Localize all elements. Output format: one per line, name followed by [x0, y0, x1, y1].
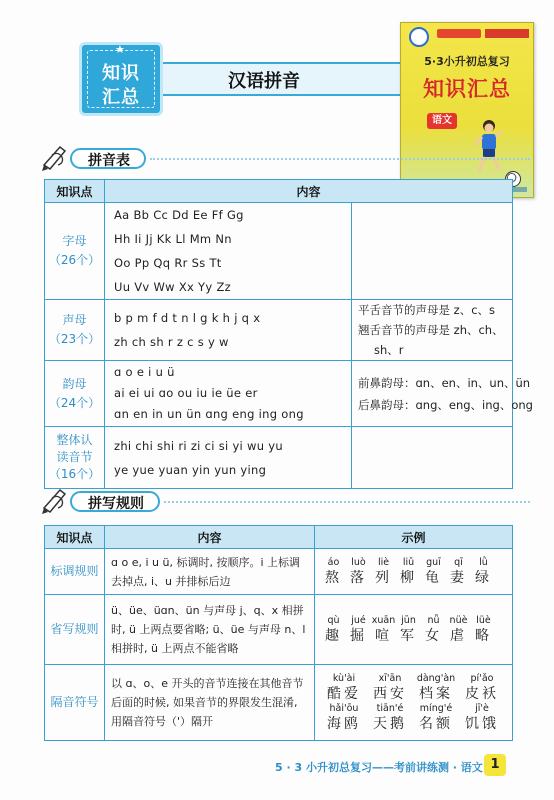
- pinyin-label: míng'é: [419, 702, 453, 714]
- pinyin-label: qī: [454, 556, 463, 568]
- star-icon: ★: [115, 43, 125, 56]
- table-row: [45, 549, 513, 595]
- badge-line-2: 汇总: [102, 87, 140, 108]
- note-cell: 前鼻韵母：ɑn、en、in、un、ün 后鼻韵母：ɑng、eng、ing、ong: [352, 361, 513, 427]
- knowledge-point: 韵母 （24个）: [45, 361, 105, 427]
- column-header: 知识点: [45, 180, 105, 203]
- table-row: [45, 665, 513, 741]
- table-header-row: [45, 526, 513, 549]
- example-word: 军: [400, 627, 417, 644]
- content-cell: Aa Bb Cc Dd Ee Ff Gg Hh Ii Jj Kk Ll Mm Nn Oo Pp Qq Rr Ss Tt Uu Vv Ww Xx Yy Zz: [105, 203, 352, 300]
- example-word: 略: [475, 627, 492, 644]
- example-word: 天鹅: [373, 715, 407, 732]
- content-cell: b p m f d t n l g k h j q x zh ch sh r z c s y w: [105, 300, 352, 361]
- mascot-icon: [409, 27, 429, 47]
- pinyin-label: lüè: [476, 614, 491, 626]
- example-word: 绿: [475, 569, 492, 586]
- pinyin-label: kù'ài: [332, 672, 356, 684]
- example-word: 名额: [419, 715, 453, 732]
- pinyin-label: guī: [426, 556, 441, 568]
- pencil-hand-icon: [38, 139, 72, 173]
- column-header: 示例: [315, 526, 513, 549]
- pinyin-label: jūn: [401, 614, 416, 626]
- table-row: [45, 300, 513, 361]
- pinyin-label: áo: [327, 556, 340, 568]
- pinyin-label: jī'è: [475, 702, 489, 714]
- content-cell: ɑ o e i u ü ai ei ui ɑo ou iu ie üe er ɑn en in un ün ɑng eng ing ong: [105, 361, 352, 427]
- page-number: 1: [484, 754, 506, 776]
- example-word: 虐: [450, 627, 467, 644]
- table-row: [45, 361, 513, 427]
- example-cell: [315, 549, 513, 595]
- rule-text: ü、üe、üɑn、ün 与声母 j、q、x 相拼时, ü 上两点要省略; ü、üe 与声母 n、l 相拼时, ü 上两点不能省略: [105, 595, 315, 665]
- example-word: 列: [375, 569, 392, 586]
- example-word: 饥饿: [465, 715, 499, 732]
- pinyin-label: pí'ǎo: [470, 672, 494, 684]
- pinyin-table: [44, 179, 533, 489]
- table-row: [45, 595, 513, 665]
- pinyin-label: xuān: [371, 614, 396, 626]
- pinyin-label: nǚ: [427, 614, 440, 626]
- section-title: 拼写规则: [88, 496, 144, 512]
- section-title: 拼音表: [88, 153, 130, 169]
- example-word: 皮袄: [465, 685, 499, 702]
- section-header-pinyin-table: [38, 147, 538, 169]
- table-header-row: [45, 180, 513, 203]
- note-cell: [352, 203, 513, 300]
- pinyin-label: luò: [351, 556, 366, 568]
- column-header: 内容: [105, 180, 513, 203]
- pinyin-label: hǎi'ōu: [329, 702, 359, 714]
- spelling-rules-table: [44, 525, 513, 741]
- page-title: 汉语拼音: [228, 71, 300, 92]
- rule-text: ɑ o e, i u ü, 标调时, 按顺序。i 上标调去掉点, i、u 并排标后边: [105, 549, 315, 595]
- content-cell: zhi chi shi ri zi ci si yi wu yu ye yue yuan yin yun ying: [105, 427, 352, 489]
- knowledge-point: 整体认 读音节 （16个）: [45, 427, 105, 489]
- column-header: 内容: [105, 526, 315, 549]
- knowledge-point: 隔音符号: [45, 665, 105, 741]
- example-word: 掘: [350, 627, 367, 644]
- badge-line-1: 知识: [102, 63, 140, 84]
- footer-text: 5 · 3 小升初总复习——考前讲练测 · 语文: [275, 761, 483, 774]
- brand-tag: [437, 29, 481, 38]
- note-cell: [352, 427, 513, 489]
- pinyin-label: liǔ: [402, 556, 415, 568]
- pinyin-label: jué: [351, 614, 366, 626]
- column-header: 知识点: [45, 526, 105, 549]
- example-word: 女: [425, 627, 442, 644]
- example-word: 龟: [425, 569, 442, 586]
- knowledge-point: 省写规则: [45, 595, 105, 665]
- example-word: 喧: [375, 627, 392, 644]
- pinyin-label: liè: [377, 556, 390, 568]
- pinyin-label: nüè: [449, 614, 468, 626]
- section-badge: [79, 42, 163, 116]
- note-cell: 平舌音节的声母是 z、c、s 翘舌音节的声母是 zh、ch、 sh、r: [352, 300, 513, 361]
- example-word: 落: [350, 569, 367, 586]
- book-cover-image: [400, 22, 534, 198]
- example-cell: [315, 665, 513, 741]
- example-word: 西安: [373, 685, 407, 702]
- example-word: 趣: [325, 627, 342, 644]
- section-header-spelling-rules: [38, 490, 538, 512]
- pinyin-label: qù: [327, 614, 340, 626]
- cover-title: 知识汇总: [423, 77, 511, 101]
- table-row: [45, 427, 513, 489]
- example-word: 酷爱: [327, 685, 361, 702]
- example-word: 妻: [450, 569, 467, 586]
- pinyin-label: lǜ: [479, 556, 488, 568]
- pinyin-label: tiān'é: [376, 702, 404, 714]
- knowledge-point: 字母 （26个）: [45, 203, 105, 300]
- table-row: [45, 203, 513, 300]
- knowledge-point: 标调规则: [45, 549, 105, 595]
- example-word: 海鸥: [327, 715, 361, 732]
- cover-banner: [485, 29, 529, 38]
- cover-subtitle: 5·3小升初总复习: [424, 55, 510, 68]
- pencil-hand-icon: [38, 482, 72, 516]
- example-word: 档案: [419, 685, 453, 702]
- example-word: 熬: [325, 569, 342, 586]
- pinyin-label: xī'ān: [378, 672, 402, 684]
- example-cell: [315, 595, 513, 665]
- knowledge-point: 声母 （23个）: [45, 300, 105, 361]
- example-word: 柳: [400, 569, 417, 586]
- pinyin-label: dàng'àn: [416, 672, 456, 684]
- cover-subject-tag: 语文: [427, 113, 457, 129]
- rule-text: 以 ɑ、o、e 开头的音节连接在其他音节后面的时候, 如果音节的界限发生混淆, 用隔音符号（'）隔开: [105, 665, 315, 741]
